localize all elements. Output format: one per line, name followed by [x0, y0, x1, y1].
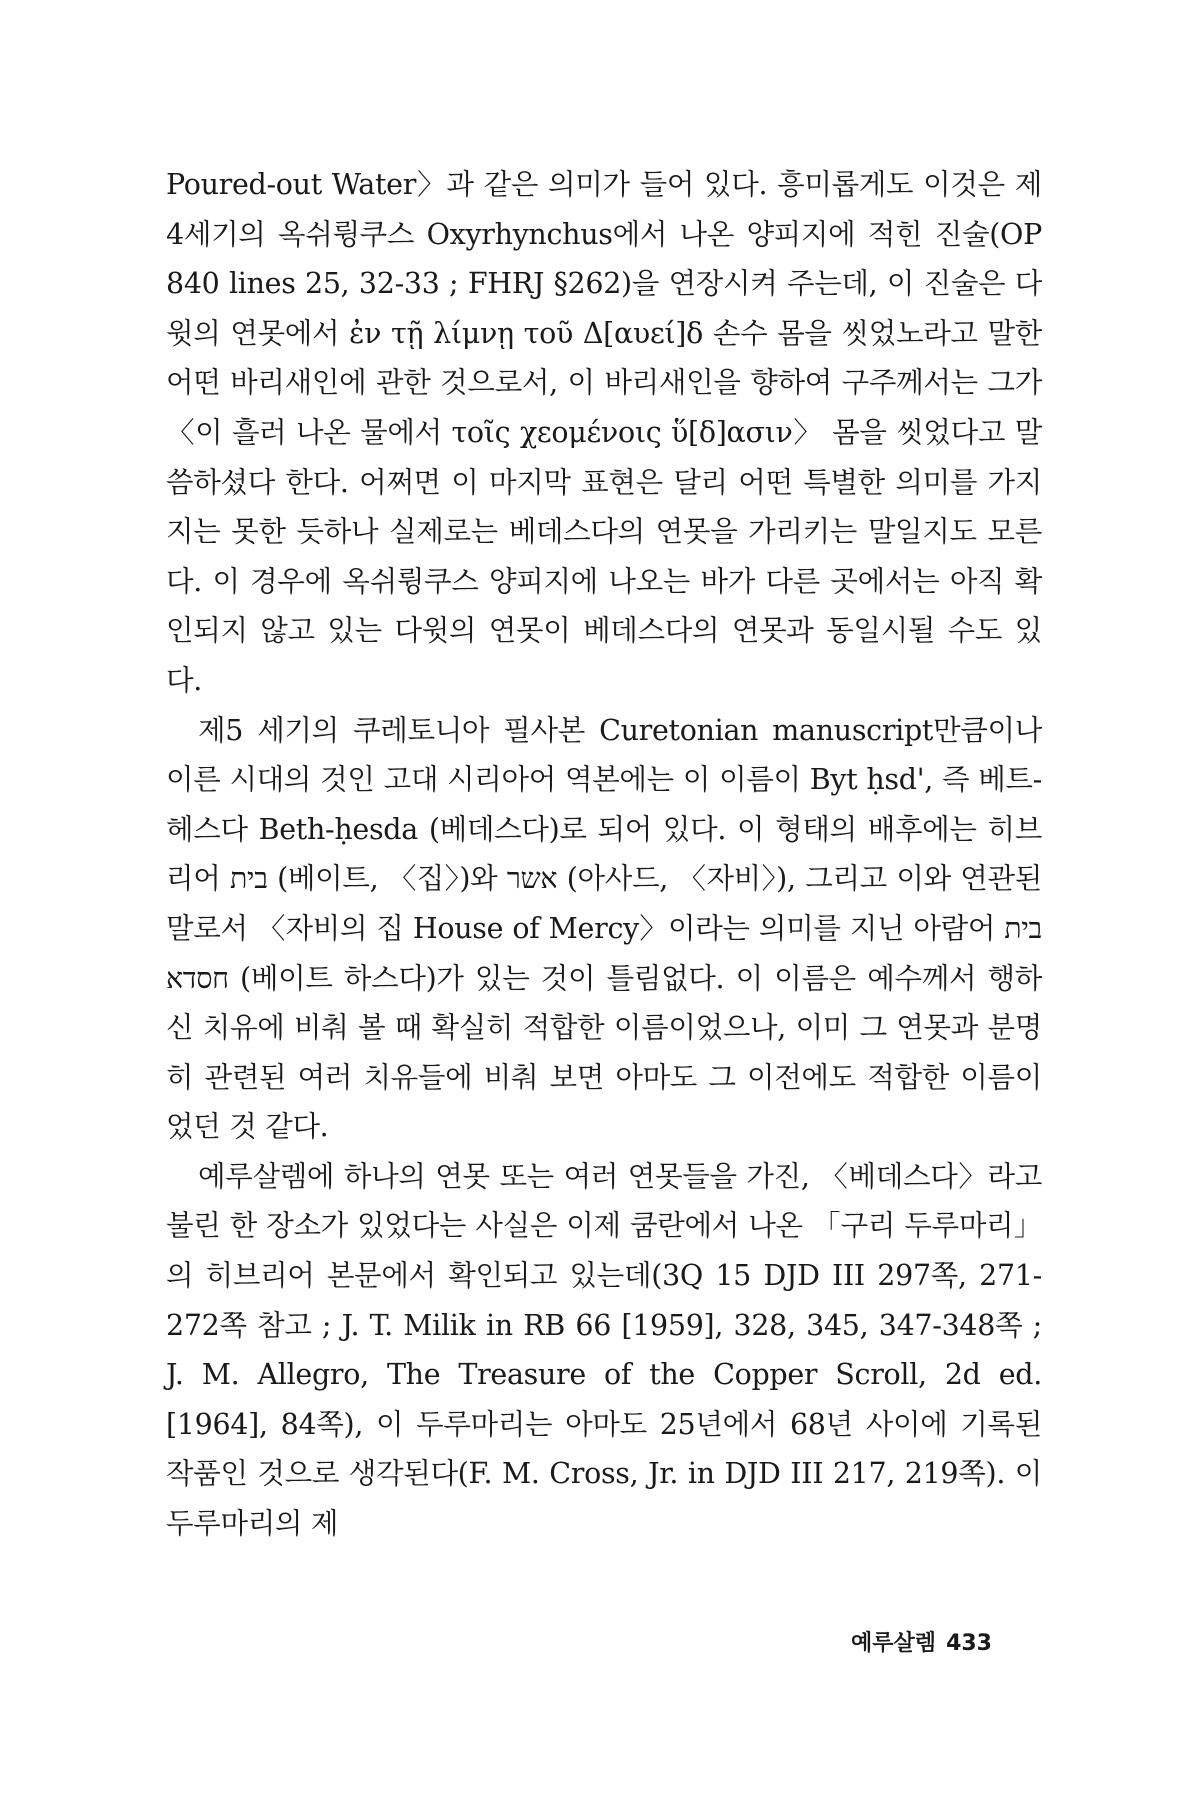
- page-footer: [851, 1626, 992, 1657]
- running-title: 예루살렘: [851, 1631, 937, 1656]
- page-number: 433: [946, 1631, 992, 1656]
- paragraph-2: 제5 세기의 쿠레토니아 필사본 Curetonian manuscript만큼이나 이른 시대의 것인 고대 시리아어 역본에는 이 이름이 Byt ḥsd', 즉 베트-헤스다 Beth-ḥesda (베데스다)로 되어 있다. 이 형태의 배후에는 히브리어 בית (베이트, 〈집〉)와 אשר (아사드, 〈자비〉), 그리고 이와 연관된 말로서 〈자비의 집 House of Mercy〉이라는 의미를 지닌 아람어 בית חסדא (베이트 하스다)가 있는 것이 틀림없다. 이 이름은 예수께서 행하신 치유에 비춰 볼 때 확실히 적합한 이름이었으나, 이미 그 연못과 분명히 관련된 여러 치유들에 비춰 보면 아마도 그 이전에도 적합한 이름이었던 것 같다.: [166, 713, 1042, 1144]
- paragraph-3: 예루살렘에 하나의 연못 또는 여러 연못들을 가진, 〈베데스다〉라고 불린 한 장소가 있었다는 사실은 이제 쿰란에서 나온 「구리 두루마리」의 히브리어 본문에서 확인되고 있는데(3Q 15 DJD III 297쪽, 271-272쪽 참고 ; J. T. Milik in RB 66 [1959], 328, 345, 347-348쪽 ; J. M. Allegro, The Treasure of the Copper Scroll, 2d ed. [1964], 84쪽), 이 두루마리는 아마도 25년에서 68년 사이에 기록된 작품인 것으로 생각된다(F. M. Cross, Jr. in DJD III 217, 219쪽). 이 두루마리의 제: [166, 1159, 1042, 1541]
- paragraph-1: Poured-out Water〉과 같은 의미가 들어 있다. 흥미롭게도 이것은 제 4세기의 옥쉬륑쿠스 Oxyrhynchus에서 나온 양피지에 적힌 진술(OP 840 lines 25, 32-33 ; FHRJ §262)을 연장시켜 주는데, 이 진술은 다윗의 연못에서 ἐν τῇ λίμνῃ τοῦ Δ[αυεί]δ 손수 몸을 씻었노라고 말한 어떤 바리새인에 관한 것으로서, 이 바리새인을 향하여 구주께서는 그가 〈이 흘러 나온 물에서 τοῖς χεομένοις ὕ[δ]ασιν〉 몸을 씻었다고 말씀하셨다 한다. 어쩌면 이 마지막 표현은 달리 어떤 특별한 의미를 가지지는 못한 듯하나 실제로는 베데스다의 연못을 가리키는 말일지도 모른다. 이 경우에 옥쉬륑쿠스 양피지에 나오는 바가 다른 곳에서는 아직 확인되지 않고 있는 다윗의 연못이 베데스다의 연못과 동일시될 수도 있다.: [166, 168, 1042, 697]
- page-body: [166, 160, 1042, 1549]
